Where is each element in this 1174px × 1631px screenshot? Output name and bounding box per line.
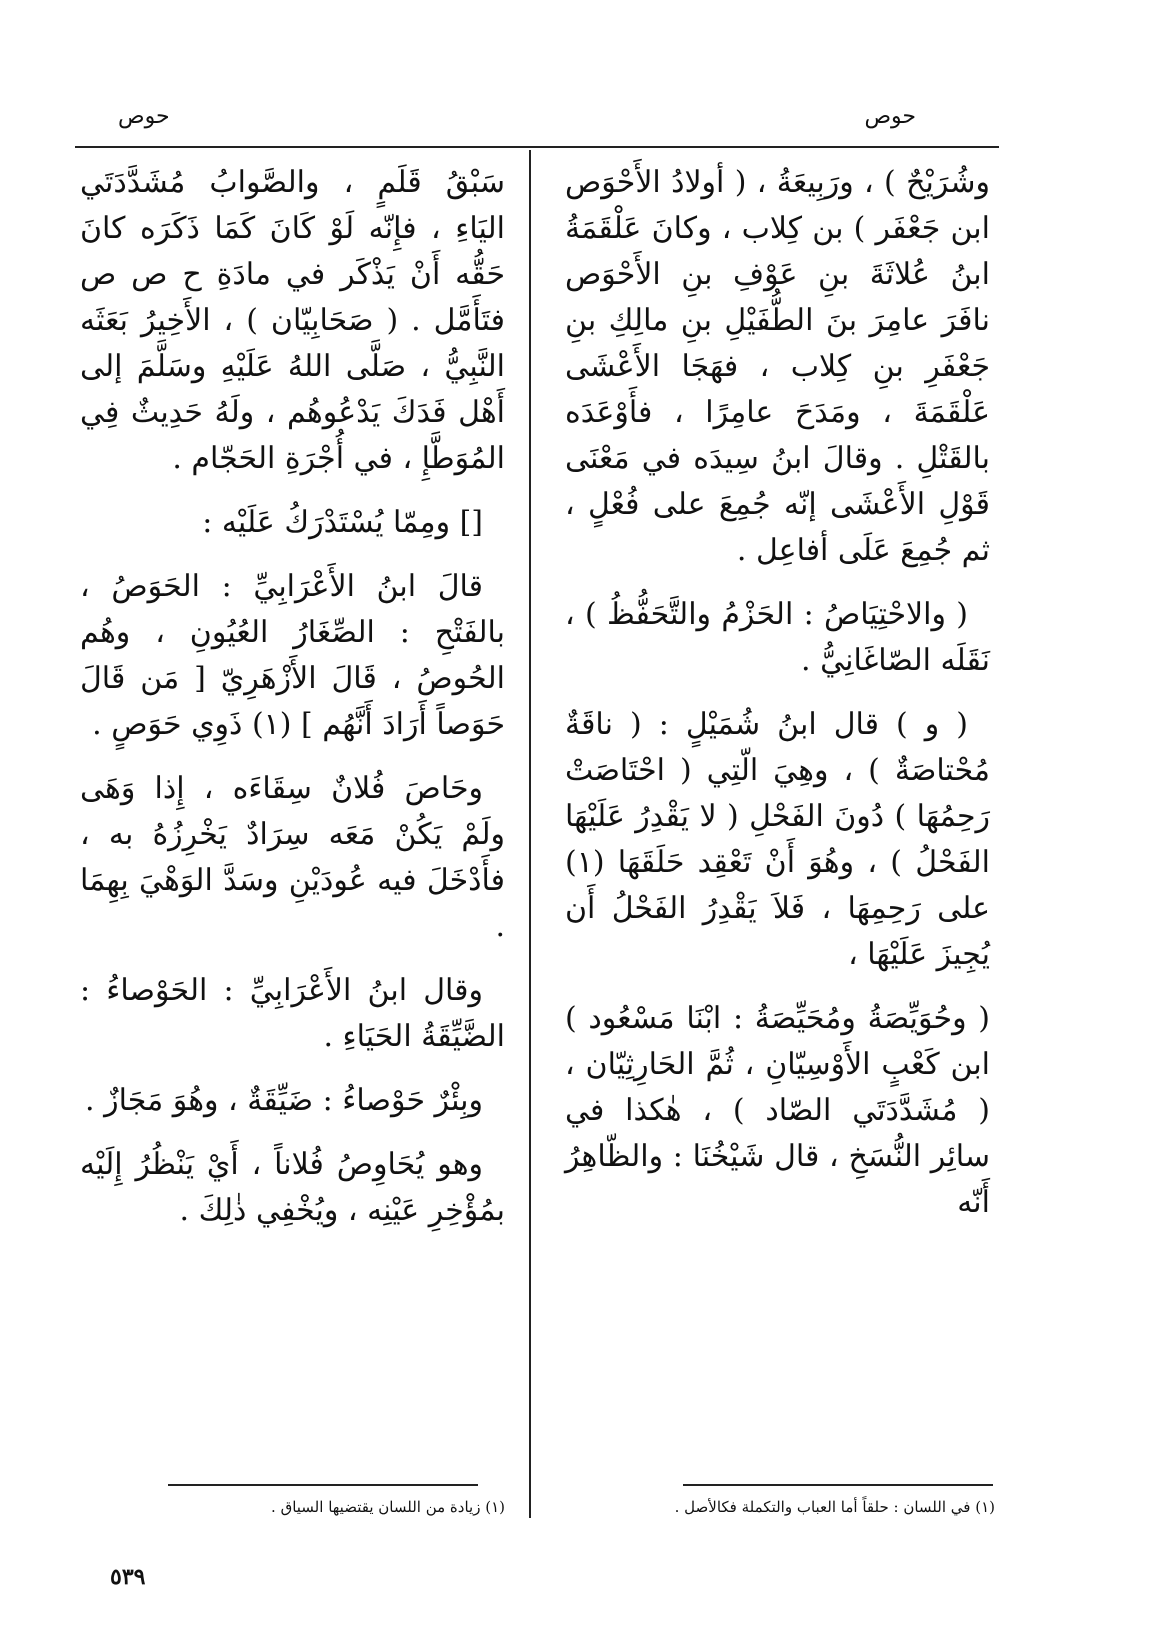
paragraph: ( و ) قال ابنُ شُمَيْلٍ : ( ناقَةٌ مُحْتاصَةٌ ) ، وهِيَ الّتِي ( احْتَاصَتْ رَحِمُهَا ) دُونَ الفَحْلِ ( لا يَقْدِرُ عَلَيْهَا الفَحْلُ ) ، وهُوَ أَنْ تَعْقِد حَلَقَهَا (١) على رَحِمِهَا ، فَلاَ يَقْدِرُ الفَحْلُ أَن يُجِيزَ عَلَيْهَا ، xyxy=(565,707,990,972)
paragraph: سَبْقُ قَلَمٍ ، والصَّوابُ مُشَدَّدَتَي اليَاءِ ، فإِنّه لَوْ كَانَ كَمَا ذَكَرَه كانَ حَقُّه أَنْ يَذْكَر في مادَةِ ح ص ص فتَأَمَّل . ( صَحَابِيّان ) ، الأَخِيرُ بَعَثَه النَّبِيُّ ، صَلَّى اللهُ عَلَيْهِ وسَلَّمَ إلى أَهْل فَدَكَ يَدْعُوهُم ، ولَهُ حَدِيثٌ فِي المُوَطَّإِ ، في أُجْرَةِ الحَجّام . xyxy=(80,165,505,476)
footnote-rule-left xyxy=(168,1484,478,1486)
paragraph: وبِئْرٌ حَوْصاءُ : ضَيِّقَةٌ ، وهُوَ مَجَازٌ . xyxy=(85,1083,483,1118)
header-rule xyxy=(75,146,999,148)
paragraph: [] ومِمّا يُسْتَدْرَكُ عَلَيْه : xyxy=(202,505,483,540)
page-number: ٥٣٩ xyxy=(110,1564,146,1590)
left-column xyxy=(80,160,505,1252)
footnote-rule-right xyxy=(683,1484,993,1486)
running-header-left: حوص xyxy=(118,104,170,129)
footnote-right: (١) في اللسان : حلقاً أما العباب والتكملة فكالأصل . xyxy=(674,1498,995,1516)
right-column xyxy=(565,160,990,1244)
paragraph: ( والاحْتِيَاصُ : الحَزْمُ والتَّحَفُّظُ ) ، نَقَلَه الصّاغَانِيُّ . xyxy=(565,597,990,678)
paragraph: ( وحُوَيِّصَةُ ومُحَيِّصَةُ : ابْنَا مَسْعُود ) ابن كَعْبٍ الأَوْسِيّانِ ، ثُمَّ الحَارِثِيّان ، ( مُشَدَّدَتَي الصّاد ) ، هٰكذا في سائِر النُّسَخِ ، قال شَيْخُنَا : والظّاهِرُ أَنّه xyxy=(565,1001,990,1220)
paragraph: وقال ابنُ الأَعْرَابِيِّ : الحَوْصاءُ : الضَّيِّقَةُ الحَيَاءِ . xyxy=(80,973,505,1054)
footnote-left: (١) زيادة من اللسان يقتضيها السياق . xyxy=(271,1498,505,1516)
paragraph: وشُرَيْحٌ ) ، ورَبِيعَةُ ، ( أولادُ الأَحْوَص ابن جَعْفَر ) بن كِلاب ، وكانَ عَلْقَمَةُ ابنُ عُلاثَةَ بنِ عَوْفِ بنِ الأَحْوَص نافَرَ عامِرَ بنَ الطُّفَيْلِ بنِ مالِكِ بنِ جَعْفَرِ بنِ كِلاب ، فهَجَا الأَعْشَى عَلْقَمَةَ ، ومَدَحَ عامِرًا ، فأَوْعَدَه بالقَتْلِ . وقالَ ابنُ سِيدَه في مَعْنَى قَوْلِ الأَعْشَى إنّه جُمِعَ على فُعْلٍ ، ثم جُمِعَ عَلَى أفاعِل . xyxy=(565,165,990,568)
paragraph: وحَاصَ فُلانٌ سِقَاءَه ، إِذا وَهَى ولَمْ يَكُنْ مَعَه سِرَادٌ يَخْرِزُهُ به ، فأَدْخَلَ فيه عُودَيْنِ وسَدَّ الوَهْيَ بِهِمَا . xyxy=(80,771,505,944)
paragraph: وهو يُحَاوِصُ فُلاناً ، أَيْ يَنْظُرُ إِلَيْه بمُؤْخِرِ عَيْنِه ، ويُخْفِي ذٰلِكَ . xyxy=(80,1147,505,1228)
column-divider xyxy=(529,150,531,1518)
running-header-right: حوص xyxy=(864,104,916,129)
paragraph: قالَ ابنُ الأَعْرَابِيِّ : الحَوَصُ ، بالفَتْحِ : الصِّغَارُ العُيُونِ ، وهُم الحُوصُ ، قَالَ الأَزْهَرِيّ [ مَن قَالَ حَوَصاً أَرَادَ أَنَّهُم ] (١) ذَوِي حَوَصٍ . xyxy=(80,569,505,742)
